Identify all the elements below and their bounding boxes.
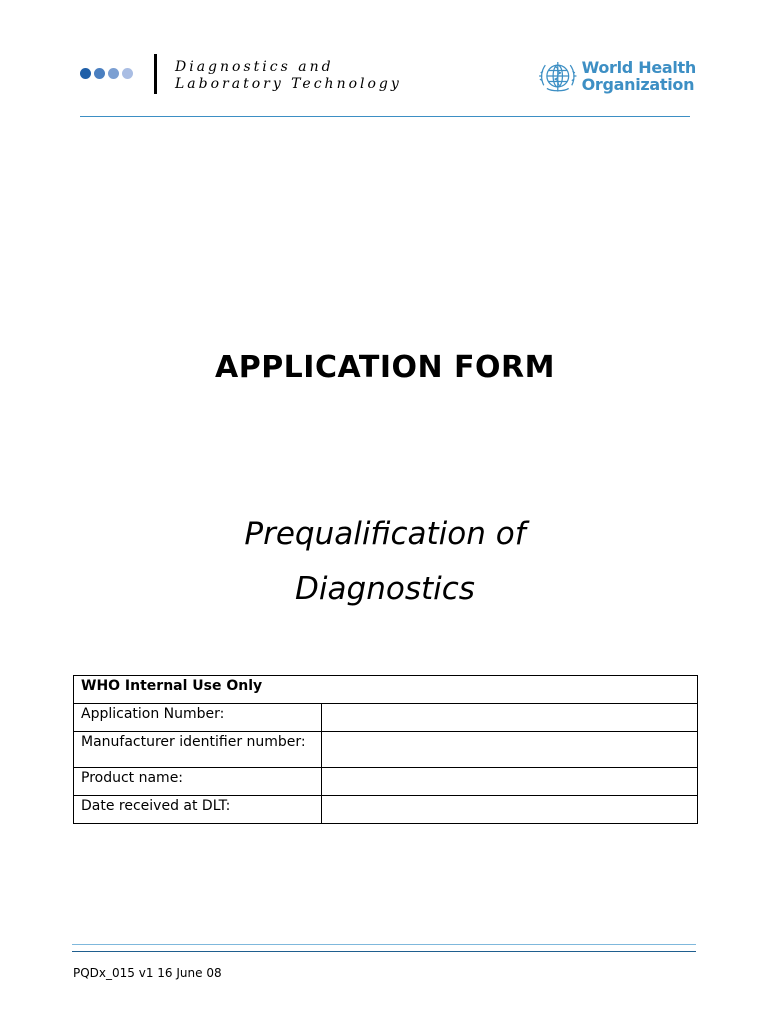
document-title: APPLICATION FORM bbox=[214, 350, 555, 385]
department-name bbox=[175, 59, 402, 93]
brand-dot bbox=[94, 68, 105, 79]
who-name bbox=[582, 59, 696, 93]
brand-dot bbox=[80, 68, 91, 79]
who-logo bbox=[536, 52, 696, 100]
brand-dot bbox=[122, 68, 133, 79]
brand-dots bbox=[80, 68, 133, 79]
page-header bbox=[0, 0, 770, 120]
manufacturer-identifier-label: Manufacturer identifier number: bbox=[74, 732, 322, 768]
document-subtitle-line-2: Diagnostics bbox=[295, 571, 475, 607]
footer-rule-dark bbox=[72, 951, 696, 952]
application-number-field[interactable] bbox=[322, 704, 698, 732]
manufacturer-identifier-field[interactable] bbox=[322, 732, 698, 768]
header-divider bbox=[154, 54, 157, 94]
date-received-field[interactable] bbox=[322, 796, 698, 824]
document-subtitle-line-1: Prequalification of bbox=[244, 516, 526, 552]
footer-rule-light bbox=[72, 944, 696, 945]
brand-dot bbox=[108, 68, 119, 79]
who-name-line-1: World Health bbox=[581, 58, 696, 77]
table-row bbox=[74, 796, 698, 824]
table-row bbox=[74, 732, 698, 768]
product-name-field[interactable] bbox=[322, 768, 698, 796]
table-row bbox=[74, 768, 698, 796]
footer-doc-code: PQDx_015 v1 16 June 08 bbox=[73, 966, 222, 980]
who-internal-use-table bbox=[73, 675, 698, 824]
department-line-1: Diagnostics and bbox=[175, 59, 334, 75]
application-number-label: Application Number: bbox=[74, 704, 322, 732]
who-emblem-icon bbox=[536, 52, 580, 100]
product-name-label: Product name: bbox=[74, 768, 322, 796]
header-rule bbox=[80, 116, 690, 117]
who-name-line-2: Organization bbox=[581, 75, 695, 94]
department-line-2: Laboratory Technology bbox=[175, 76, 402, 92]
table-heading: WHO Internal Use Only bbox=[74, 676, 698, 704]
date-received-label: Date received at DLT: bbox=[74, 796, 322, 824]
table-row bbox=[74, 704, 698, 732]
